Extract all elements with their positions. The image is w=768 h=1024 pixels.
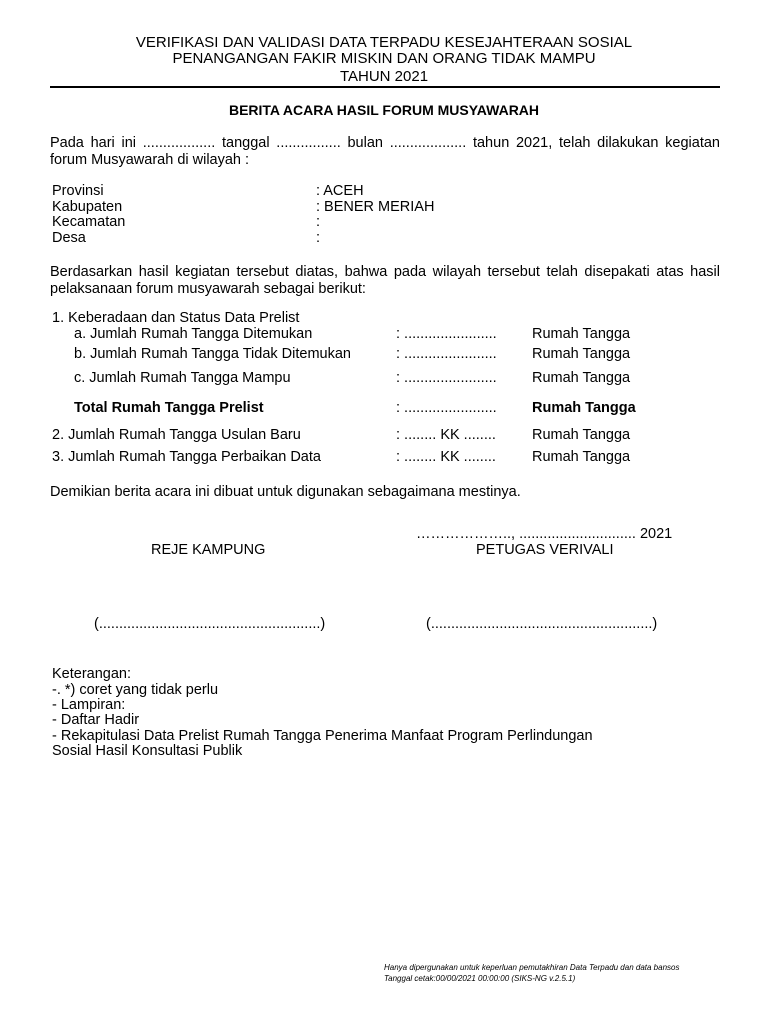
footer-line-2: Tanggal cetak:00/00/2021 00:00:00 (SIKS-NG v.2.5.1) [384, 974, 576, 983]
item-label-usulan-baru: 2. Jumlah Rumah Tangga Usulan Baru [52, 427, 301, 443]
signer-right-blank: (.......................................................) [426, 616, 658, 632]
document-title: BERITA ACARA HASIL FORUM MUSYAWARAH [228, 102, 540, 118]
item-fill-perbaikan-data: : ........ KK ........ [396, 449, 496, 465]
item-unit-mampu: Rumah Tangga [532, 370, 631, 386]
item-fill-tidak-ditemukan: : ....................... [396, 346, 497, 362]
item-unit-usulan-baru: Rumah Tangga [532, 427, 631, 443]
item-fill-ditemukan: : ....................... [396, 326, 497, 342]
header-line-2: PENANGANGAN FAKIR MISKIN DAN ORANG TIDAK MAMPU [172, 50, 596, 67]
item-fill-usulan-baru: : ........ KK ........ [396, 427, 496, 443]
basis-paragraph: Berdasarkan hasil kegiatan tersebut diatas, bahwa pada wilayah tersebut telah disepakati atas hasil pelaksanaan forum musyawarah sebagai berikut: [50, 264, 720, 297]
region-value-provinsi: : ACEH [316, 183, 364, 199]
notes-line: Sosial Hasil Konsultasi Publik [52, 743, 243, 759]
notes-line: - Rekapitulasi Data Prelist Rumah Tangga Penerima Manfaat Program Perlindungan [52, 728, 593, 744]
notes-heading: Keterangan: [52, 666, 132, 682]
signer-left-title: REJE KAMPUNG [151, 542, 266, 558]
notes-line: -. *) coret yang tidak perlu [52, 682, 219, 698]
notes-line: - Lampiran: [52, 697, 126, 713]
notes-line: - Daftar Hadir [52, 712, 140, 728]
date-line: ……………….., ............................. 2021 [416, 526, 673, 542]
region-label-kecamatan: Kecamatan [52, 214, 126, 230]
item-unit-ditemukan: Rumah Tangga [532, 326, 631, 342]
item-unit-total: Rumah Tangga [532, 400, 636, 416]
header-line-3: TAHUN 2021 [339, 68, 429, 85]
region-label-provinsi: Provinsi [52, 183, 104, 199]
item-fill-mampu: : ....................... [396, 370, 497, 386]
footer-line-1: Hanya dipergunakan untuk keperluan pemutakhiran Data Terpadu dan data bansos [384, 963, 680, 972]
region-value-kabupaten: : BENER MERIAH [316, 199, 435, 215]
item-label-total: Total Rumah Tangga Prelist [74, 400, 264, 416]
intro-paragraph: Pada hari ini .................. tanggal ................ bulan ................... tahun 2021, telah dilakukan kegiatan forum Musyawarah di wilayah : [50, 135, 720, 168]
section-1-title: 1. Keberadaan dan Status Data Prelist [52, 310, 300, 326]
region-value-kecamatan: : [316, 214, 321, 230]
item-unit-perbaikan-data: Rumah Tangga [532, 449, 631, 465]
item-fill-total: : ....................... [396, 400, 497, 416]
region-value-desa: : [316, 230, 321, 246]
item-label-ditemukan: a. Jumlah Rumah Tangga Ditemukan [74, 326, 313, 342]
item-label-tidak-ditemukan: b. Jumlah Rumah Tangga Tidak Ditemukan [74, 346, 351, 362]
signer-left-blank: (.......................................................) [94, 616, 326, 632]
region-label-kabupaten: Kabupaten [52, 199, 123, 215]
closing-statement: Demikian berita acara ini dibuat untuk digunakan sebagaimana mestinya. [50, 484, 521, 500]
header-line-1: VERIFIKASI DAN VALIDASI DATA TERPADU KESEJAHTERAAN SOSIAL [135, 34, 633, 51]
header-rule [50, 86, 720, 88]
item-unit-tidak-ditemukan: Rumah Tangga [532, 346, 631, 362]
region-label-desa: Desa [52, 230, 86, 246]
signer-right-title: PETUGAS VERIVALI [476, 542, 614, 558]
item-label-perbaikan-data: 3. Jumlah Rumah Tangga Perbaikan Data [52, 449, 321, 465]
item-label-mampu: c. Jumlah Rumah Tangga Mampu [74, 370, 291, 386]
